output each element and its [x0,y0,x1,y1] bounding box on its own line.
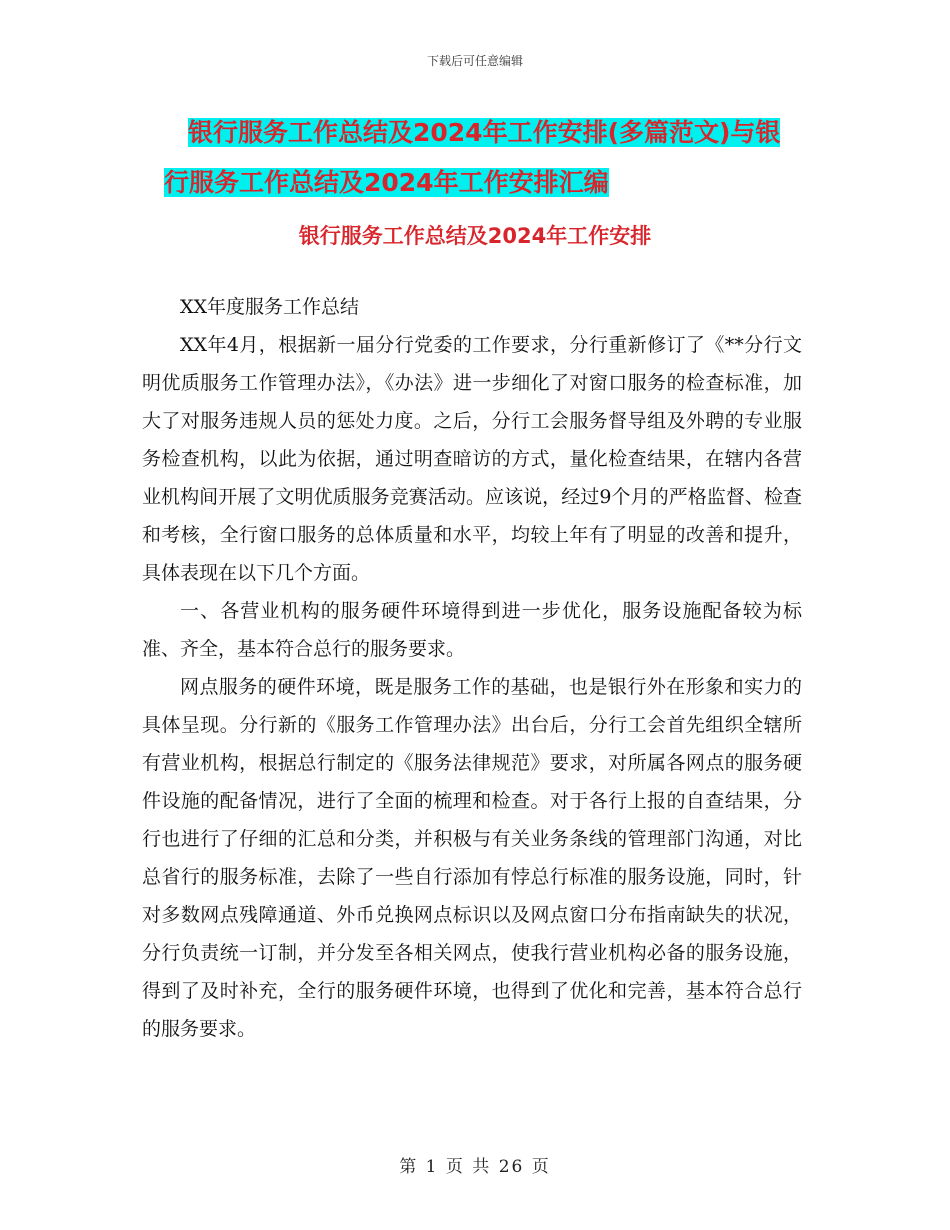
document-body [142,288,802,1048]
page-header-note: 下载后可任意编辑 [426,54,523,68]
paragraph-point-one: 一、各营业机构的服务硬件环境得到进一步优化，服务设施配备较为标准、齐全，基本符合总行的服务要求。 [142,600,802,660]
document-title-line-1 [140,108,840,158]
document-title-line-2 [140,158,840,208]
section-title: 银行服务工作总结及2024年工作安排 [298,224,652,248]
paragraph-intro: XX年4月，根据新一届分行党委的工作要求，分行重新修订了《**分行文明优质服务工作管理办法》，《办法》进一步细化了对窗口服务的检查标准，加大了对服务违规人员的惩处力度。之后，分行工会服务督导组及外聘的专业服务检查机构，以此为依据，通过明查暗访的方式，量化检查结果，在辖内各营业机构间开展了文明优质服务竞赛活动。应该说，经过9个月的严格监督、检查和考核，全行窗口服务的总体质量和水平，均较上年有了明显的改善和提升，具体表现在以下几个方面。 [142,334,802,584]
page-number: 第 1 页 共 26 页 [399,1157,551,1177]
paragraph-hardware-environment: 网点服务的硬件环境，既是服务工作的基础，也是银行外在形象和实力的具体呈现。分行新的《服务工作管理办法》出台后，分行工会首先组织全辖所有营业机构，根据总行制定的《服务法律规范》要求，对所属各网点的服务硬件设施的配备情况，进行了全面的梳理和检查。对于各行上报的自查结果，分行也进行了仔细的汇总和分类，并积极与有关业务条线的管理部门沟通，对比总省行的服务标准，去除了一些自行添加有悖总行标准的服务设施，同时，针对多数网点残障通道、外币兑换网点标识以及网点窗口分布指南缺失的状况，分行负责统一订制，并分发至各相关网点，使我行营业机构必备的服务设施，得到了及时补充，全行的服务硬件环境，也得到了优化和完善，基本符合总行的服务要求。 [142,676,802,1040]
paragraph-year-summary: XX年度服务工作总结 [180,296,360,318]
title-highlight-2: 行服务工作总结及2024年工作安排汇编 [164,168,609,197]
title-highlight-1: 银行服务工作总结及2024年工作安排(多篇范文)与银 [188,118,781,147]
document-title [140,108,840,208]
